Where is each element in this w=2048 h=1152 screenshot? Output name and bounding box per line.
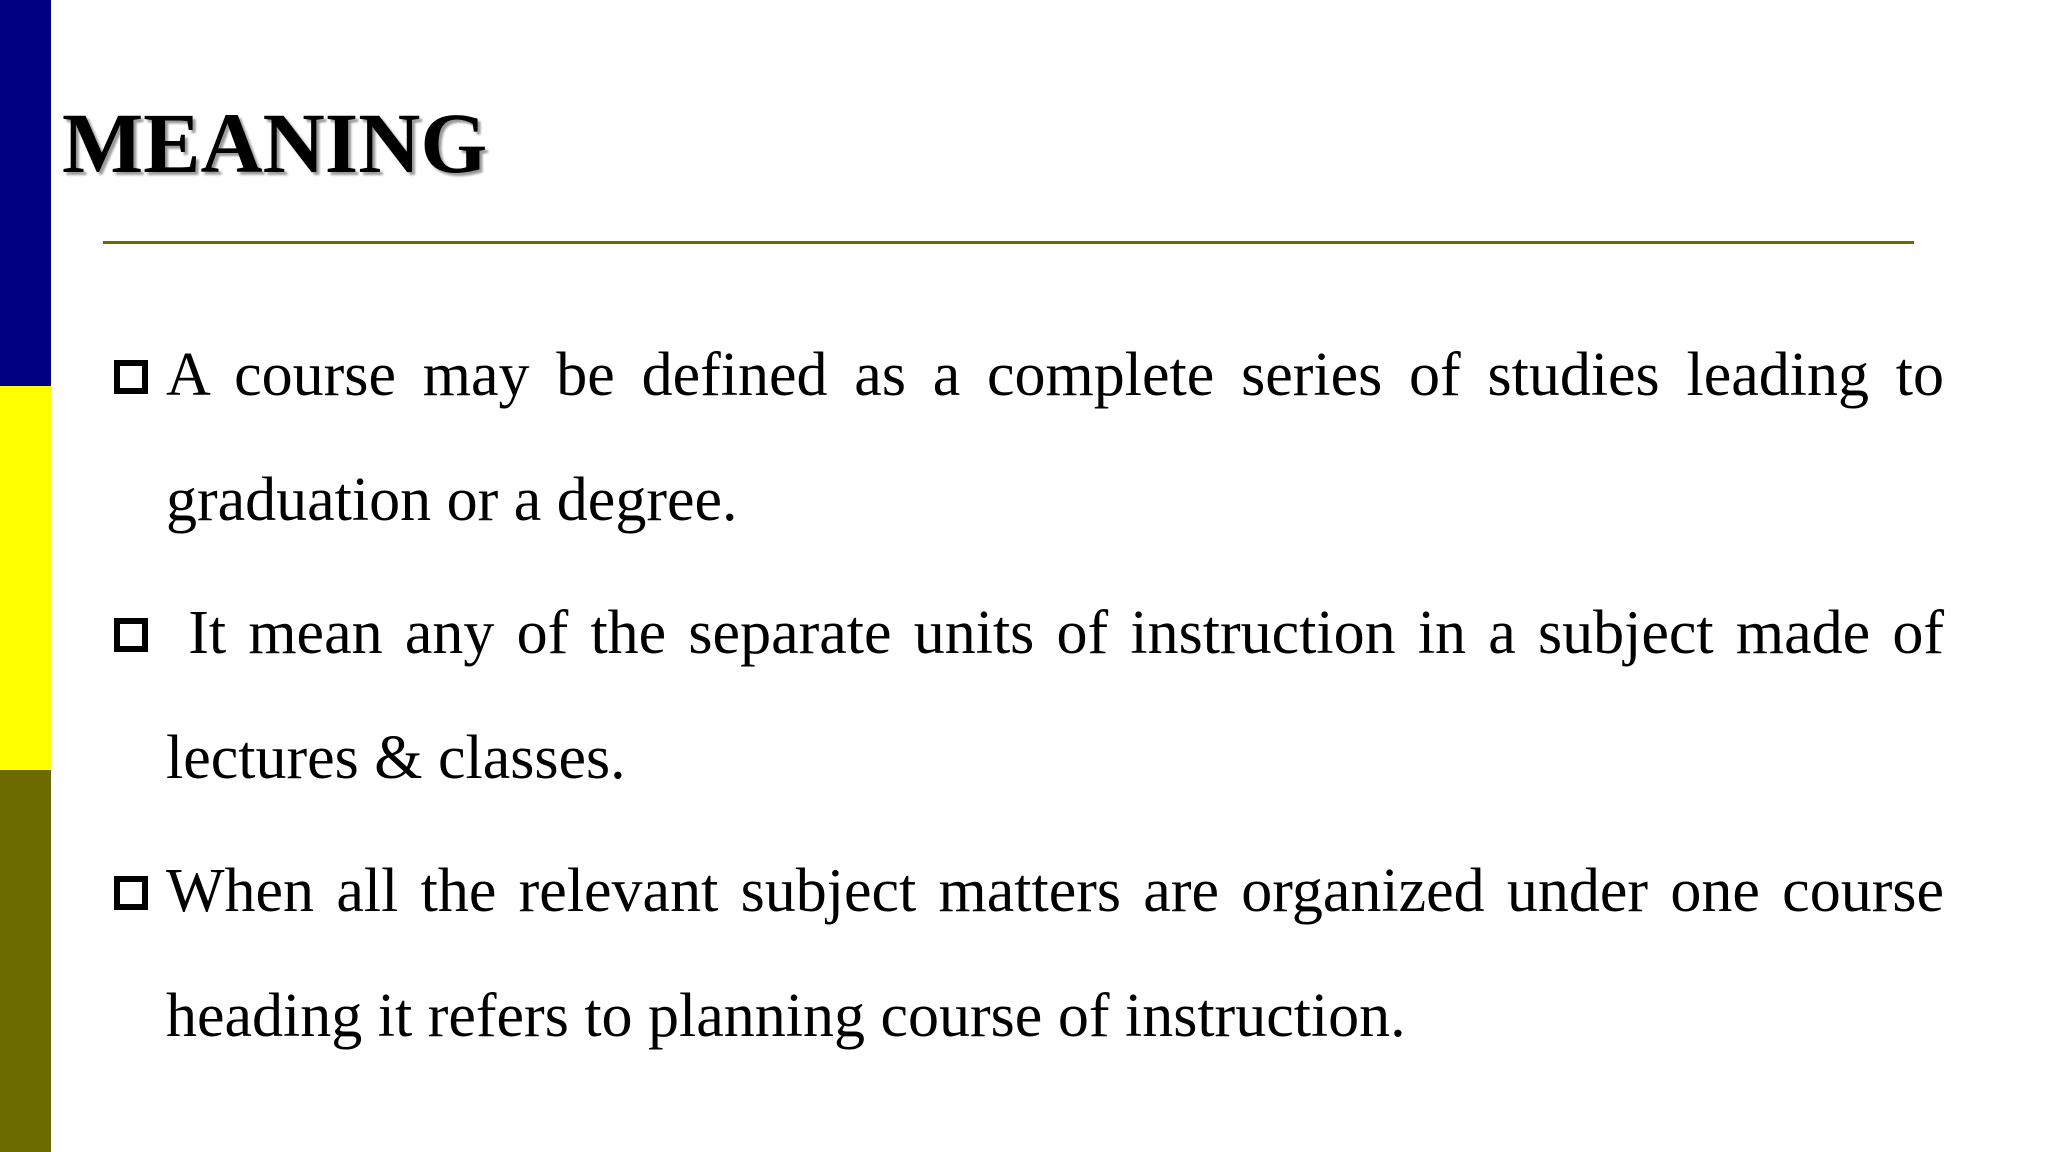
square-bullet-icon [114, 360, 148, 394]
side-bar-navy-segment [0, 0, 51, 386]
bullet-item [112, 829, 1944, 1079]
slide-title: MEANING [62, 95, 488, 191]
square-bullet-icon [114, 876, 148, 910]
bullet-text: When all the relevant subject matters are organized under one course heading it refers to planning course of instruction. [166, 857, 1944, 1050]
title-underline-rule [103, 241, 1914, 244]
square-bullet-icon [114, 618, 148, 652]
side-bar-olive-segment [0, 770, 51, 1152]
bullet-item [112, 313, 1944, 563]
side-bar-yellow-segment [0, 386, 51, 770]
bullet-list [112, 313, 1960, 1087]
side-color-bar [0, 0, 51, 1152]
bullet-text: A course may be defined as a complete series of studies leading to graduation or a degree. [166, 341, 1944, 534]
bullet-text: It mean any of the separate units of instruction in a subject made of lectures & classes. [166, 599, 1960, 792]
bullet-item [112, 571, 1960, 821]
